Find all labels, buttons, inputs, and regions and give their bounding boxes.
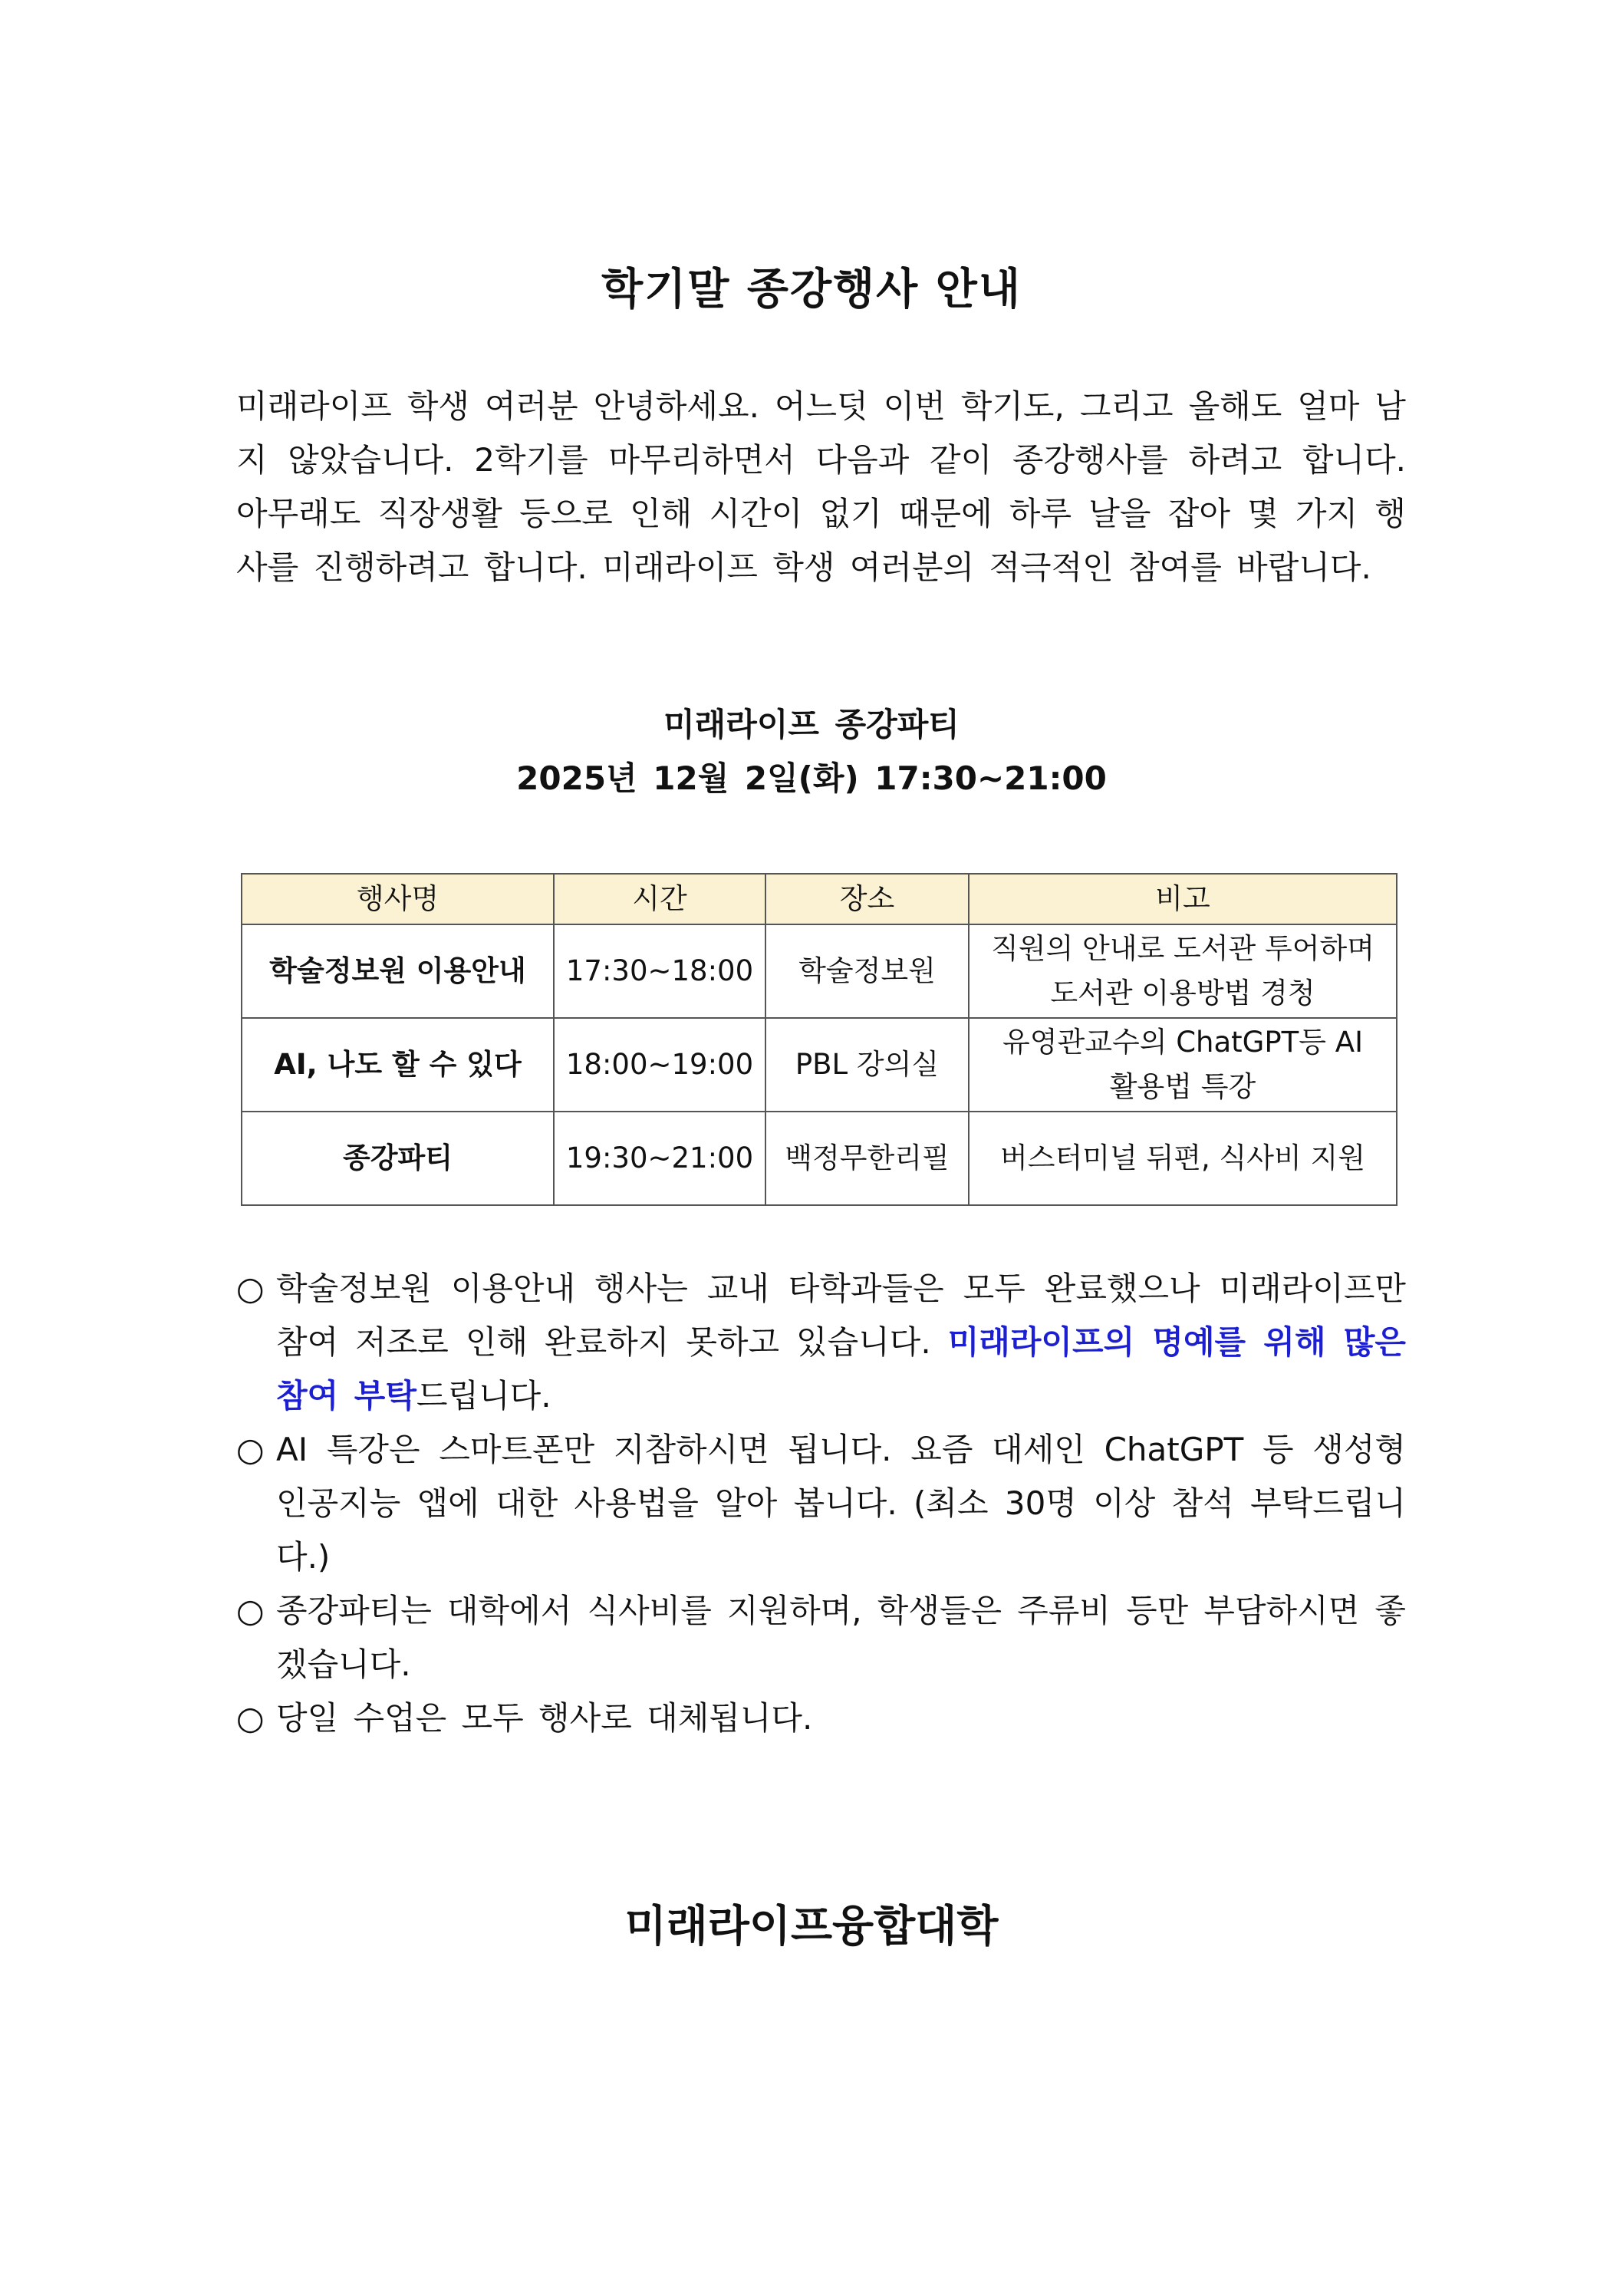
- note-emphasis: 미래라이프의 명예를 위해 많은 참여 부탁: [276, 1323, 1406, 1415]
- list-item: [236, 1584, 1406, 1692]
- row-time: 19:30~21:00: [554, 1112, 765, 1205]
- row-note-line: 직원의 안내로 도서관 투어하며: [991, 932, 1374, 965]
- row-note-line: 버스터미널 뒤편, 식사비 지원: [1000, 1141, 1365, 1174]
- table-row: [242, 1112, 1397, 1205]
- header-note: 비고: [969, 874, 1397, 924]
- row-note: [969, 1112, 1397, 1205]
- note-text-after: 드립니다.: [416, 1377, 551, 1415]
- list-item: [236, 1423, 1406, 1584]
- row-time: 17:30~18:00: [554, 924, 765, 1018]
- document-title: 학기말 종강행사 안내: [601, 265, 1022, 315]
- schedule-table: [241, 873, 1397, 1206]
- header-event: 행사명: [242, 874, 554, 924]
- row-event: 학술정보원 이용안내: [242, 924, 554, 1018]
- circle-bullet-icon: ○: [236, 1699, 265, 1737]
- header-time: 시간: [554, 874, 765, 924]
- row-note-line: 도서관 이용방법 경청: [1050, 977, 1315, 1010]
- circle-bullet-icon: ○: [236, 1270, 265, 1307]
- note-text: 종강파티는 대학에서 식사비를 지원하며, 학생들은 주류비 등만 부담하시면 좋겠습니다.: [276, 1592, 1406, 1683]
- row-note: [969, 1018, 1397, 1112]
- circle-bullet-icon: ○: [236, 1431, 265, 1468]
- row-place: 학술정보원: [765, 924, 969, 1018]
- note-text: AI 특강은 스마트폰만 지참하시면 됩니다. 요즘 대세인 ChatGPT 등 생성형 인공지능 앱에 대한 사용법을 알아 봅니다. (최소 30명 이상 참석 부탁드립니다.): [276, 1431, 1406, 1576]
- notes-list: [236, 1262, 1406, 1745]
- table-header-row: [242, 874, 1397, 924]
- list-item: [236, 1692, 1406, 1745]
- organization-name: 미래라이프융합대학: [624, 1902, 999, 1952]
- table-row: [242, 924, 1397, 1018]
- row-note: [969, 924, 1397, 1018]
- table-row: [242, 1018, 1397, 1112]
- event-date: 2025년 12월 2일(화) 17:30~21:00: [516, 759, 1107, 797]
- row-time: 18:00~19:00: [554, 1018, 765, 1112]
- event-name: 미래라이프 종강파티: [663, 706, 960, 743]
- row-place: 백정무한리필: [765, 1112, 969, 1205]
- circle-bullet-icon: ○: [236, 1592, 265, 1629]
- row-note-line: 활용법 특강: [1109, 1070, 1256, 1103]
- row-event: 종강파티: [242, 1112, 554, 1205]
- header-place: 장소: [765, 874, 969, 924]
- note-text: 학술정보원 이용안내 행사는 교내 타학과들은 모두 완료했으나 미래라이프만 참여 저조로 인해 완료하지 못하고 있습니다.: [276, 1270, 1406, 1361]
- list-item: [236, 1262, 1406, 1423]
- row-event: AI, 나도 할 수 있다: [242, 1018, 554, 1112]
- row-place: PBL 강의실: [765, 1018, 969, 1112]
- note-text: 당일 수업은 모두 행사로 대체됩니다.: [276, 1699, 813, 1737]
- intro-paragraph: 미래라이프 학생 여러분 안녕하세요. 어느덧 이번 학기도, 그리고 올해도 얼마 남지 않았습니다. 2학기를 마무리하면서 다음과 같이 종강행사를 하려고 합니다. 아무래도 직장생활 등으로 인해 시간이 없기 때문에 하루 날을 잡아 몇 가지 행사를 진행하려고 합니다. 미래라이프 학생 여러분의 적극적인 참여를 바랍니다.: [236, 387, 1406, 586]
- row-note-line: 유영관교수의 ChatGPT등 AI: [1002, 1026, 1363, 1059]
